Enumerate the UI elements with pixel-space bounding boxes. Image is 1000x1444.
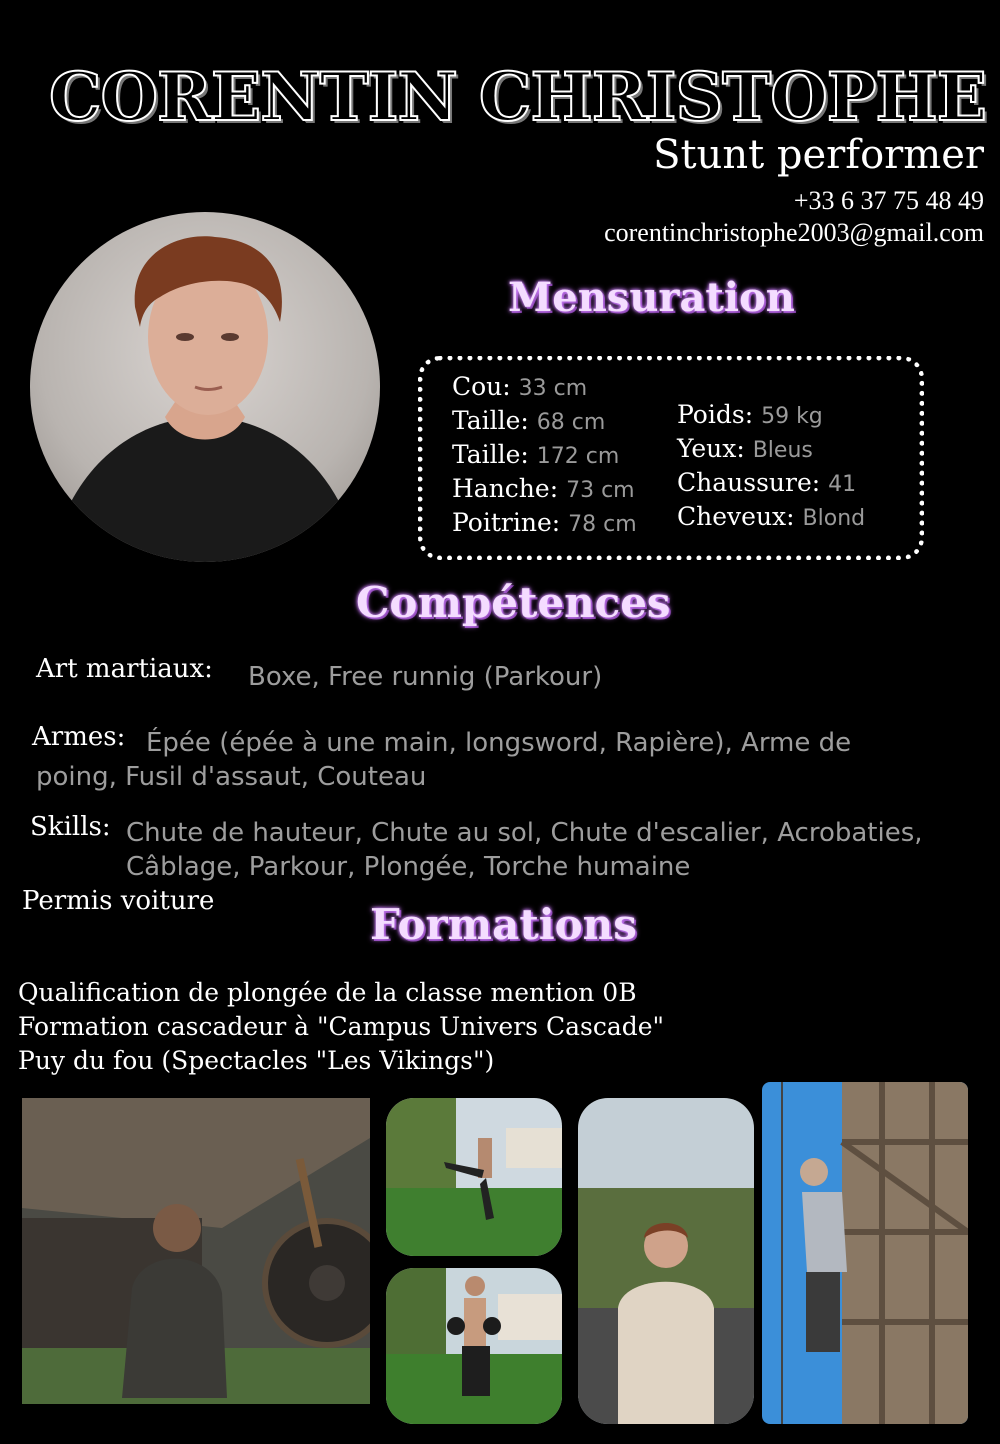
climbing-tower-photo (762, 1082, 968, 1424)
measure-chest (452, 508, 637, 537)
measure-height (452, 440, 619, 469)
measure-value: 33 cm (518, 376, 588, 401)
kick-training-photo (386, 1098, 562, 1256)
measure-label: Chaussure: (677, 468, 821, 497)
measure-value: 73 cm (566, 478, 635, 503)
measure-label: Taille: (452, 440, 529, 469)
mensuration-heading: Mensuration (508, 274, 795, 321)
measure-hip (452, 474, 635, 503)
armes-label: Armes: (32, 722, 126, 752)
measure-label: Cou: (452, 372, 511, 401)
measure-neck (452, 372, 587, 401)
armes-value-line2: poing, Fusil d'assaut, Couteau (36, 762, 427, 792)
permis-label: Permis voiture (22, 886, 215, 916)
viking-photo (22, 1098, 370, 1404)
measure-weight (677, 400, 823, 429)
phone-number: +33 6 37 75 48 49 (793, 186, 984, 215)
art-martiaux-label: Art martiaux: (36, 654, 213, 684)
portrait-photo (30, 212, 380, 562)
boxing-training-photo (386, 1268, 562, 1424)
armes-value-line1: Épée (épée à une main, longsword, Rapière), Arme de (146, 728, 852, 758)
email-address: corentinchristophe2003@gmail.com (604, 218, 984, 247)
measure-label: Yeux: (677, 434, 745, 463)
formations-list (18, 976, 664, 1078)
measure-value: Blond (802, 506, 866, 531)
formations-heading: Formations (370, 900, 637, 949)
formation-item: Formation cascadeur à "Campus Univers Cascade" (18, 1012, 665, 1041)
measure-value: 172 cm (536, 444, 620, 469)
measure-hair (677, 502, 865, 531)
measure-waist (452, 406, 605, 435)
formation-item: Qualification de plongée de la classe mention 0B (18, 978, 637, 1007)
skills-value-line2: Câblage, Parkour, Plongée, Torche humaine (126, 852, 691, 882)
measure-value: 78 cm (568, 512, 637, 537)
measure-shoe (677, 468, 856, 497)
performer-name: CORENTIN CHRISTOPHE (49, 58, 986, 136)
formation-item: Puy du fou (Spectacles "Les Vikings") (18, 1046, 495, 1075)
measure-label: Hanche: (452, 474, 559, 503)
measure-label: Poitrine: (452, 508, 561, 537)
skills-value-line1: Chute de hauteur, Chute au sol, Chute d'escalier, Acrobaties, (126, 818, 923, 848)
measure-eyes (677, 434, 813, 463)
skills-label: Skills: (30, 812, 111, 842)
portrait-street-photo (578, 1098, 754, 1424)
art-martiaux-value: Boxe, Free runnig (Parkour) (248, 662, 603, 692)
measure-label: Cheveux: (677, 502, 795, 531)
measure-value: 59 kg (761, 404, 823, 429)
measure-value: 41 (828, 472, 857, 497)
measure-value: 68 cm (536, 410, 606, 435)
measure-label: Poids: (677, 400, 754, 429)
competences-heading: Compétences (356, 578, 671, 627)
performer-role: Stunt performer (653, 132, 984, 178)
measure-label: Taille: (452, 406, 529, 435)
measure-value: Bleus (752, 438, 813, 463)
